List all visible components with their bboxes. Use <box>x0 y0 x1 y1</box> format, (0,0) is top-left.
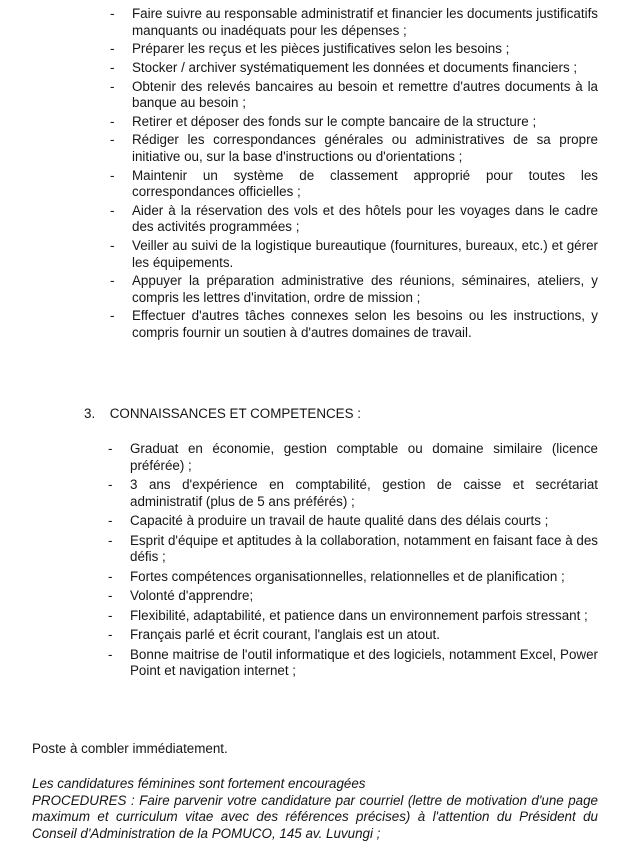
skill-item <box>108 627 598 644</box>
skill-item <box>108 646 598 680</box>
duty-item-text: Obtenir des relevés bancaires au besoin et remettre d'autres documents à la banque au besoin ; <box>132 78 598 111</box>
dash-bullet: - <box>108 532 113 548</box>
dash-bullet: - <box>110 6 115 21</box>
section-number: 3. <box>84 406 96 421</box>
section-heading <box>84 406 484 423</box>
skill-item-text: Bonne maitrise de l'outil informatique et des logiciels, notamment Excel, Power Point et navigation internet ; <box>130 646 598 678</box>
duty-item-text: Maintenir un système de classement approprié pour toutes les correspondances officielles ; <box>132 167 598 200</box>
dash-bullet: - <box>108 627 113 642</box>
duty-item-text: Préparer les reçus et les pièces justificatives selon les besoins ; <box>132 41 510 57</box>
skill-item <box>108 532 598 566</box>
duty-item-text: Veiller au suivi de la logistique bureautique (fournitures, bureaux, etc.) et gérer les équipements. <box>132 238 598 270</box>
dash-bullet: - <box>108 588 113 603</box>
duty-item-text: Appuyer la préparation administrative des réunions, séminaires, ateliers, y compris les lettres d'invitation, ordre de mission ; <box>132 273 598 305</box>
duty-item <box>110 78 598 112</box>
dash-bullet: - <box>108 441 113 456</box>
dash-bullet: - <box>110 167 115 183</box>
procedures-paragraph: PROCEDURES : Faire parvenir votre candidature par courriel (lettre de motivation d'une page maximum et curriculum vitae avec des références précises) à l'attention du Président du Conseil d'Administration de la POMUCO, 145 av. Luvungi ; <box>32 792 598 841</box>
women-encouraged-note: Les candidatures féminines sont fortement encouragées <box>32 776 366 791</box>
dash-bullet: - <box>110 78 115 94</box>
duty-item <box>110 167 598 201</box>
skill-item <box>108 513 598 530</box>
dash-bullet: - <box>110 202 115 218</box>
duty-item <box>110 6 598 39</box>
dash-bullet: - <box>110 113 115 129</box>
skill-item-text: Graduat en économie, gestion comptable ou domaine similaire (licence préférée) ; <box>130 441 598 473</box>
dash-bullet: - <box>108 513 113 528</box>
skill-item-text: 3 ans d'expérience en comptabilité, gestion de caisse et secrétariat administratif (plus de 5 ans préférés) ; <box>130 477 598 509</box>
duty-item <box>110 273 598 306</box>
dash-bullet: - <box>110 308 115 324</box>
duty-item <box>110 238 598 271</box>
section-title: CONNAISSANCES ET COMPETENCES : <box>109 406 361 421</box>
duty-item-text: Rédiger les correspondances générales ou administratives de sa propre initiative ou, sur la base d'instructions ou d'orientations ; <box>132 132 598 164</box>
skill-item <box>108 588 598 605</box>
duty-item-text: Effectuer d'autres tâches connexes selon les besoins ou les instructions, y compris fournir un soutien à d'autres domaines de travail. <box>132 308 598 340</box>
duty-item-text: Faire suivre au responsable administratif et financier les documents justificatifs manquants ou inadéquats pour les dépenses ; <box>132 6 598 38</box>
skill-item-text: Fortes compétences organisationnelles, relationnelles et de planification ; <box>130 568 565 584</box>
dash-bullet: - <box>110 41 115 57</box>
posting-note: Poste à combler immédiatement. <box>32 741 228 756</box>
skill-item-text: Volonté d'apprendre; <box>130 588 254 603</box>
skill-item <box>108 477 598 510</box>
skill-item <box>108 568 598 586</box>
skill-item-text: Esprit d'équipe et aptitudes à la collaboration, notamment en faisant face à des défis ; <box>130 532 598 564</box>
dash-bullet: - <box>108 568 113 584</box>
dash-bullet: - <box>110 238 115 253</box>
dash-bullet: - <box>108 607 113 623</box>
duty-item <box>110 308 598 341</box>
duty-item <box>110 202 598 236</box>
skills-list <box>108 441 598 683</box>
dash-bullet: - <box>110 59 115 75</box>
skill-item <box>108 441 598 474</box>
skill-item-text: Français parlé et écrit courant, l'anglais est un atout. <box>130 627 440 642</box>
duty-item <box>110 59 598 77</box>
dash-bullet: - <box>108 477 113 492</box>
dash-bullet: - <box>110 132 115 148</box>
dash-bullet: - <box>110 273 115 289</box>
duty-item <box>110 113 598 131</box>
skill-item-text: Flexibilité, adaptabilité, et patience dans un environnement parfois stressant ; <box>130 607 588 623</box>
duties-list <box>110 6 598 344</box>
duty-item-text: Aider à la réservation des vols et des hôtels pour les voyages dans le cadre des activités programmées ; <box>132 202 598 235</box>
duty-item <box>110 41 598 58</box>
skill-item <box>108 607 598 625</box>
duty-item-text: Retirer et déposer des fonds sur le compte bancaire de la structure ; <box>132 113 537 129</box>
duty-item-text: Stocker / archiver systématiquement les données et documents financiers ; <box>132 59 578 75</box>
duty-item <box>110 132 598 165</box>
dash-bullet: - <box>108 646 113 662</box>
skill-item-text: Capacité à produire un travail de haute qualité dans des délais courts ; <box>130 513 549 528</box>
application-notes <box>32 776 598 842</box>
